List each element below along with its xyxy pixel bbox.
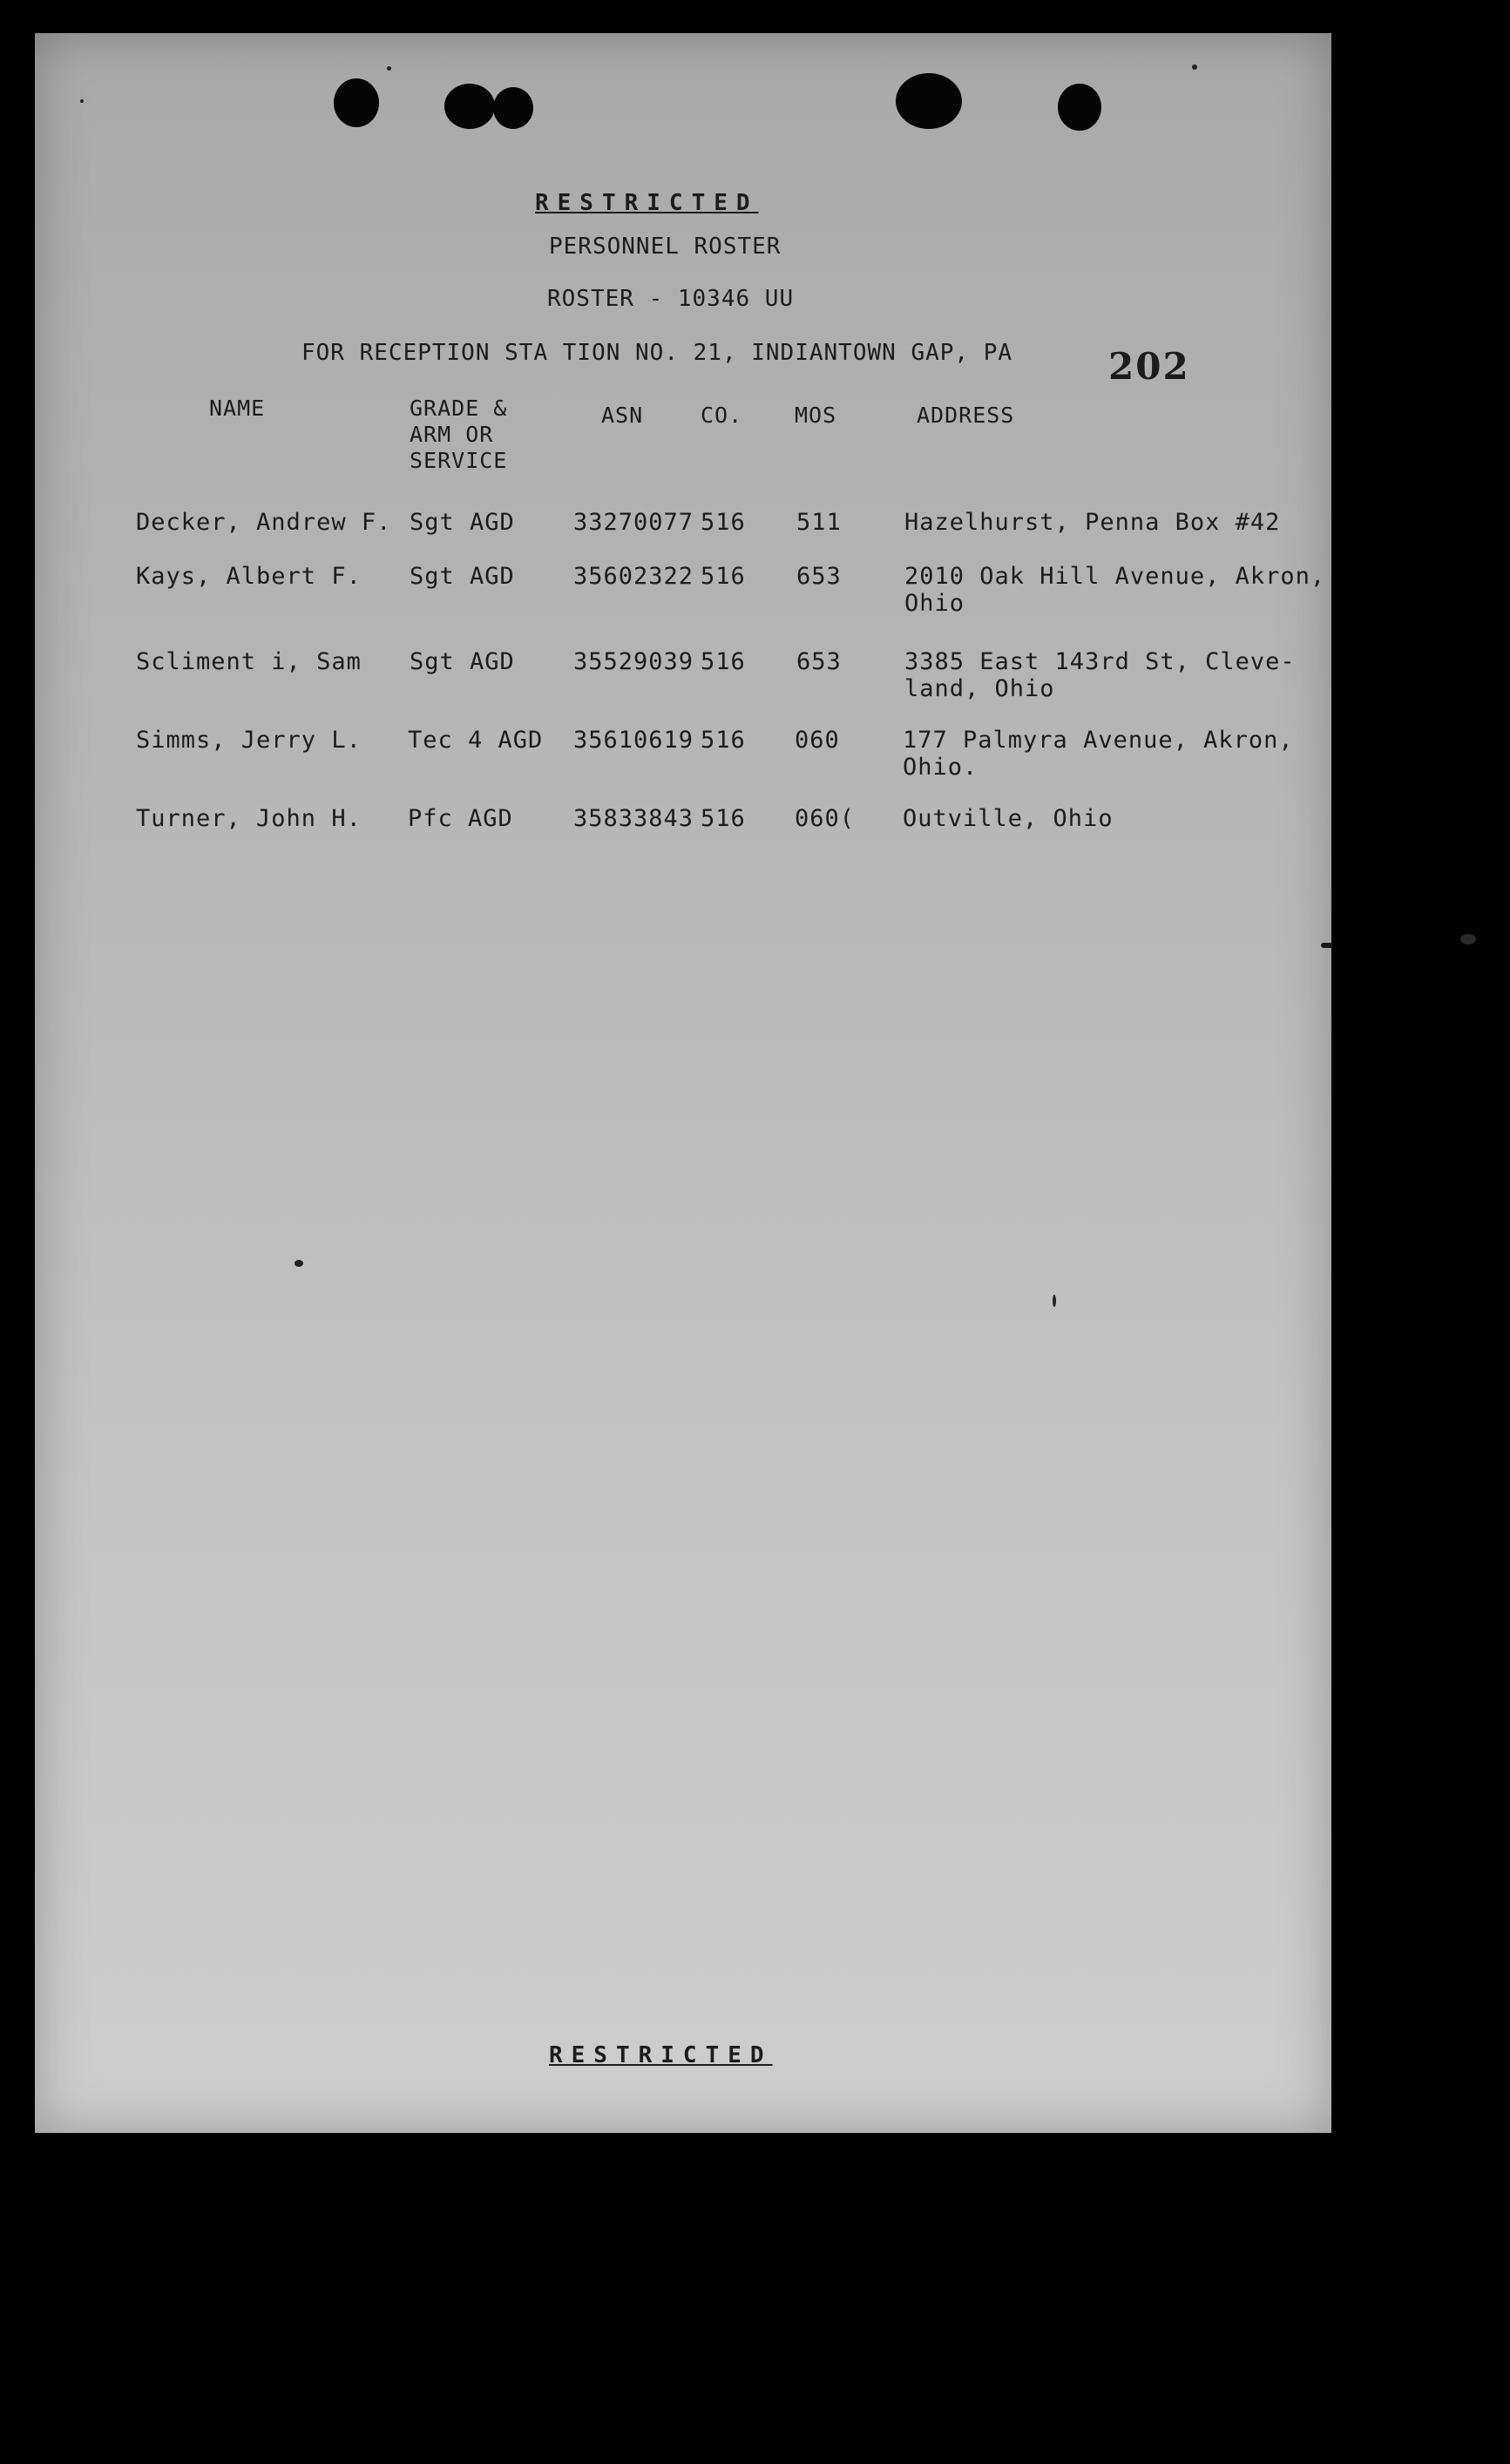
col-header-asn: ASN <box>601 403 644 428</box>
unit-line: FOR RECEPTION STA TION NO. 21, INDIANTOWN GAP, PA <box>301 340 1013 366</box>
roster-grade: Pfc AGD <box>408 805 513 832</box>
col-header-co: CO. <box>701 403 743 428</box>
col-header-address: ADDRESS <box>917 403 1015 428</box>
scan-speck <box>80 99 84 103</box>
roster-mos: 060( <box>795 805 856 832</box>
classification-bottom: RESTRICTED <box>549 2042 773 2068</box>
scan-mark <box>1460 934 1476 944</box>
scan-speck <box>295 1260 303 1267</box>
document-page <box>35 33 1331 2133</box>
col-header-mos: MOS <box>795 403 837 428</box>
punch-hole <box>493 87 533 129</box>
page-number: 202 <box>1108 345 1190 388</box>
col-header-grade: GRADE & ARM OR SERVICE <box>410 396 508 473</box>
roster-asn: 35833843 <box>573 805 694 832</box>
classification-top: RESTRICTED <box>535 190 759 216</box>
roster-co: 516 <box>701 509 746 536</box>
punch-hole <box>1058 84 1101 131</box>
roster-grade: Sgt AGD <box>410 563 515 590</box>
roster-name: Simms, Jerry L. <box>136 727 362 754</box>
roster-grade: Sgt AGD <box>410 648 515 675</box>
roster-name: Decker, Andrew F. <box>136 509 392 536</box>
roster-asn: 35529039 <box>573 648 694 675</box>
roster-asn: 35602322 <box>573 563 694 590</box>
scan-speck <box>1192 64 1197 70</box>
roster-co: 516 <box>701 563 746 590</box>
roster-address: 3385 East 143rd St, Cleve- land, Ohio <box>904 648 1296 702</box>
roster-mos: 511 <box>796 509 842 536</box>
punch-hole <box>334 78 379 127</box>
roster-mos: 653 <box>796 648 842 675</box>
roster-name: Turner, John H. <box>136 805 362 832</box>
roster-co: 516 <box>701 805 746 832</box>
roster-mos: 060 <box>795 727 840 754</box>
roster-grade: Tec 4 AGD <box>408 727 544 754</box>
roster-title: PERSONNEL ROSTER <box>549 234 782 260</box>
roster-mos: 653 <box>796 563 842 590</box>
scan-speck <box>1053 1295 1056 1307</box>
punch-hole <box>444 84 495 129</box>
roster-name: Kays, Albert F. <box>136 563 362 590</box>
scan-mark <box>1321 943 1333 948</box>
scan-speck <box>387 66 391 71</box>
roster-number: ROSTER - 10346 UU <box>547 286 795 312</box>
roster-address: 177 Palmyra Avenue, Akron, Ohio. <box>903 727 1294 781</box>
roster-co: 516 <box>701 648 746 675</box>
roster-asn: 35610619 <box>573 727 694 754</box>
roster-address: 2010 Oak Hill Avenue, Akron, Ohio <box>904 563 1326 617</box>
punch-hole <box>896 73 962 129</box>
roster-address: Hazelhurst, Penna Box #42 <box>904 509 1281 536</box>
col-header-name: NAME <box>209 396 266 421</box>
roster-grade: Sgt AGD <box>410 509 515 536</box>
roster-address: Outville, Ohio <box>903 805 1114 832</box>
roster-co: 516 <box>701 727 746 754</box>
roster-name: Scliment i, Sam <box>136 648 362 675</box>
roster-asn: 33270077 <box>573 509 694 536</box>
